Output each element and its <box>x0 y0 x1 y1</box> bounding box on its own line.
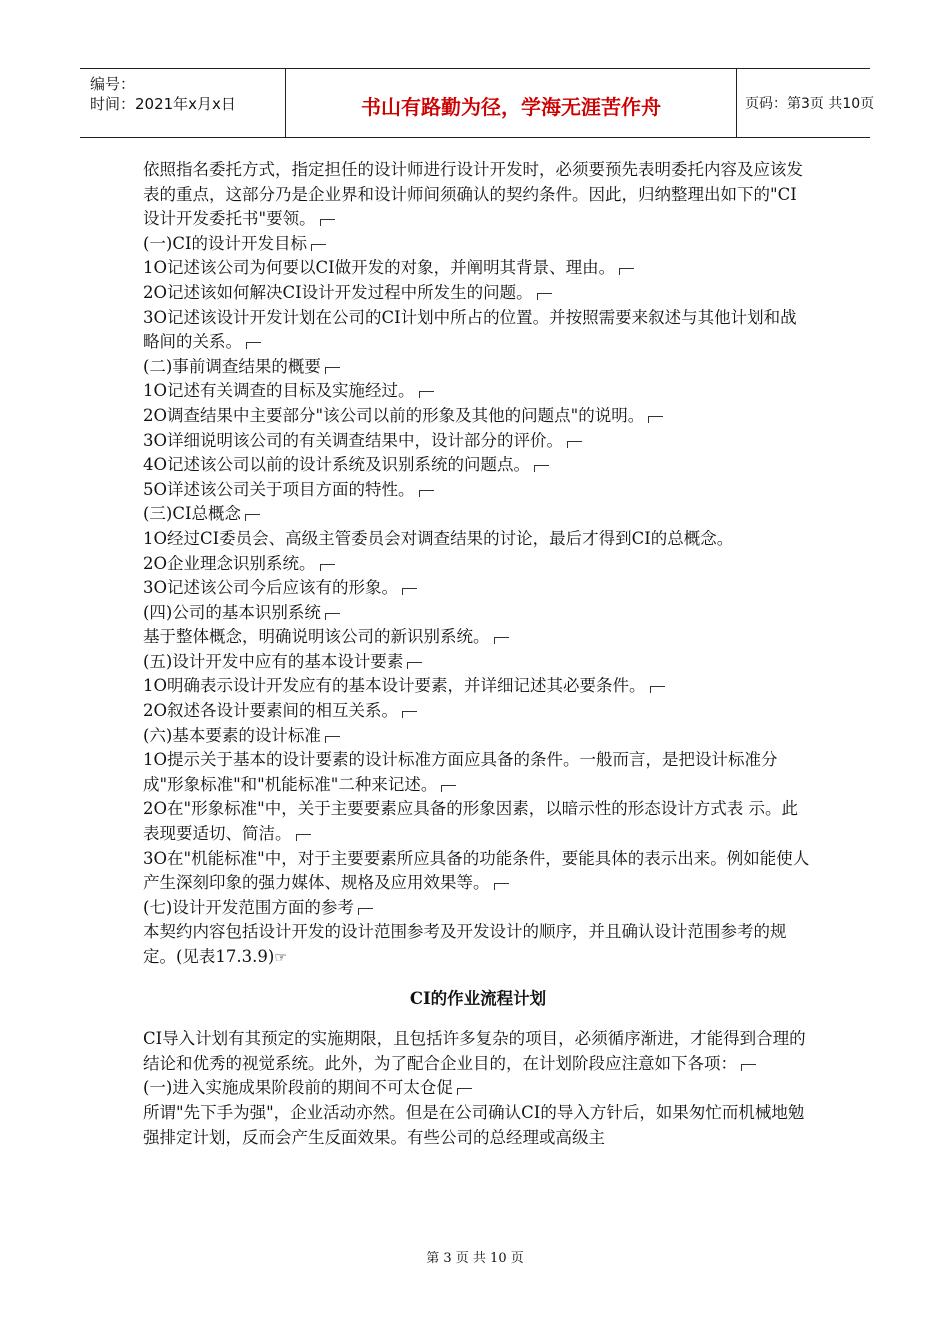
motto-text: 书山有路勤为径，学海无涯苦作舟 <box>361 95 661 119</box>
return-mark-icon <box>419 490 434 497</box>
heading-4: (四)公司的基本识别系统 <box>143 601 813 626</box>
list-item: 1O提示关于基本的设计要素的设计标准方面应具备的条件。一般而言，是把设计标准分成"形象标准"和"机能标准"二种来记述。 <box>143 750 778 794</box>
time-label: 时间：2021年x月x日 <box>90 95 236 113</box>
list-item: 4O记述该公司以前的设计系统及识别系统的问题点。 <box>143 453 813 478</box>
document-body <box>143 158 813 1150</box>
return-mark-icon <box>358 908 373 915</box>
header-page-cell <box>735 69 875 137</box>
list-item: 1O明确表示设计开发应有的基本设计要素，并详细记述其必要条件。 <box>143 674 813 699</box>
return-mark-icon <box>619 268 634 275</box>
return-mark-icon <box>320 564 335 571</box>
number-label: 编号： <box>90 75 136 93</box>
heading-1: (一)进入实施成果阶段前的期间不可太仓促 <box>143 1076 813 1101</box>
heading-3: (三)CI总概念 <box>143 502 813 527</box>
heading-6: (六)基本要素的设计标准 <box>143 724 813 749</box>
return-mark-icon <box>246 342 261 349</box>
list-item: 2O叙述各设计要素间的相互关系。 <box>143 699 813 724</box>
return-mark-icon <box>320 219 335 226</box>
list-item: 3O详细说明该公司的有关调查结果中，设计部分的评价。 <box>143 429 813 454</box>
heading-7: (七)设计开发范围方面的参考 <box>143 896 813 921</box>
return-mark-icon <box>325 613 340 620</box>
list-item: 1O记述有关调查的目标及实施经过。 <box>143 379 813 404</box>
return-mark-icon <box>650 686 665 693</box>
return-mark-icon <box>245 514 260 521</box>
pointing-hand-icon: ☞ <box>274 950 287 966</box>
return-mark-icon <box>402 711 417 718</box>
list-item: 3O记述该设计开发计划在公司的CI计划中所占的位置。并按照需要来叙述与其他计划和战略间的关系。 <box>143 307 797 352</box>
return-mark-icon <box>296 834 311 841</box>
return-mark-icon <box>648 416 663 423</box>
return-mark-icon <box>325 736 340 743</box>
list-item: 1O经过CI委员会、高级主管委员会对调查结果的讨论，最后才得到CI的总概念。 <box>143 528 734 548</box>
page-footer: 第 3 页 共 10 页 <box>426 1251 524 1266</box>
return-mark-icon <box>741 1064 756 1071</box>
return-mark-icon <box>567 441 582 448</box>
page-header <box>80 68 875 138</box>
paragraph: 基于整体概念，明确说明该公司的新识别系统。 <box>143 625 813 650</box>
list-item: 3O记述该公司今后应该有的形象。 <box>143 576 813 601</box>
paragraph: CI导入计划有其预定的实施期限，且包括许多复杂的项目，必须循序渐进，才能得到合理的结论和优秀的视觉系统。此外，为了配合企业目的，在计划阶段应注意如下各项： <box>143 1029 806 1073</box>
list-item: 1O记述该公司为何要以CI做开发的对象，并阐明其背景、理由。 <box>143 256 813 281</box>
return-mark-icon <box>457 1088 472 1095</box>
return-mark-icon <box>537 293 552 300</box>
return-mark-icon <box>407 662 422 669</box>
section-title: CI的作业流程计划 <box>409 988 547 1008</box>
return-mark-icon <box>534 465 549 472</box>
list-item: 2O调查结果中主要部分"该公司以前的形象及其他的问题点"的说明。 <box>143 404 813 429</box>
return-mark-icon <box>494 637 509 644</box>
return-mark-icon <box>402 588 417 595</box>
return-mark-icon <box>441 785 456 792</box>
heading-5: (五)设计开发中应有的基本设计要素 <box>143 650 813 675</box>
list-item: 5O详述该公司关于项目方面的特性。 <box>143 478 813 503</box>
list-item: 2O记述该如何解决CI设计开发过程中所发生的问题。 <box>143 281 813 306</box>
return-mark-icon <box>419 391 434 398</box>
paragraph: 本契约内容包括设计开发的设计范围参考及开发设计的顺序，并且确认设计范围参考的规定。(见表17.3.9)☞ <box>143 922 787 966</box>
paragraph: 依照指名委托方式，指定担任的设计师进行设计开发时，必须要预先表明委托内容及应该发表的重点，这部分乃是企业界和设计师间须确认的契约条件。因此，归纳整理出如下的"CI设计开发委托书"要领。 <box>143 160 803 229</box>
return-mark-icon <box>325 367 340 374</box>
return-mark-icon <box>311 244 326 251</box>
page-info: 页码：第3页 共10页 <box>745 96 875 112</box>
list-item: 2O在"形象标准"中，关于主要要素应具备的形象因素，以暗示性的形态设计方式表 示。此表现要适切、简洁。 <box>143 799 798 844</box>
list-item: 3O在"机能标准"中，对于主要要素所应具备的功能条件，要能具体的表示出来。例如能使人产生深刻印象的强力媒体、规格及应用效果等。 <box>143 848 810 893</box>
return-mark-icon <box>494 883 509 890</box>
heading-2: (二)事前调查结果的概要 <box>143 355 813 380</box>
heading-1: (一)CI的设计开发目标 <box>143 232 813 257</box>
list-item: 2O企业理念识别系统。 <box>143 552 813 577</box>
paragraph: 所谓"先下手为强"，企业活动亦然。但是在公司确认CI的导入方针后，如果匆忙而机械地勉强排定计划，反而会产生反面效果。有些公司的总经理或高级主 <box>143 1102 805 1147</box>
header-motto-cell <box>285 69 737 137</box>
header-meta <box>80 69 285 137</box>
